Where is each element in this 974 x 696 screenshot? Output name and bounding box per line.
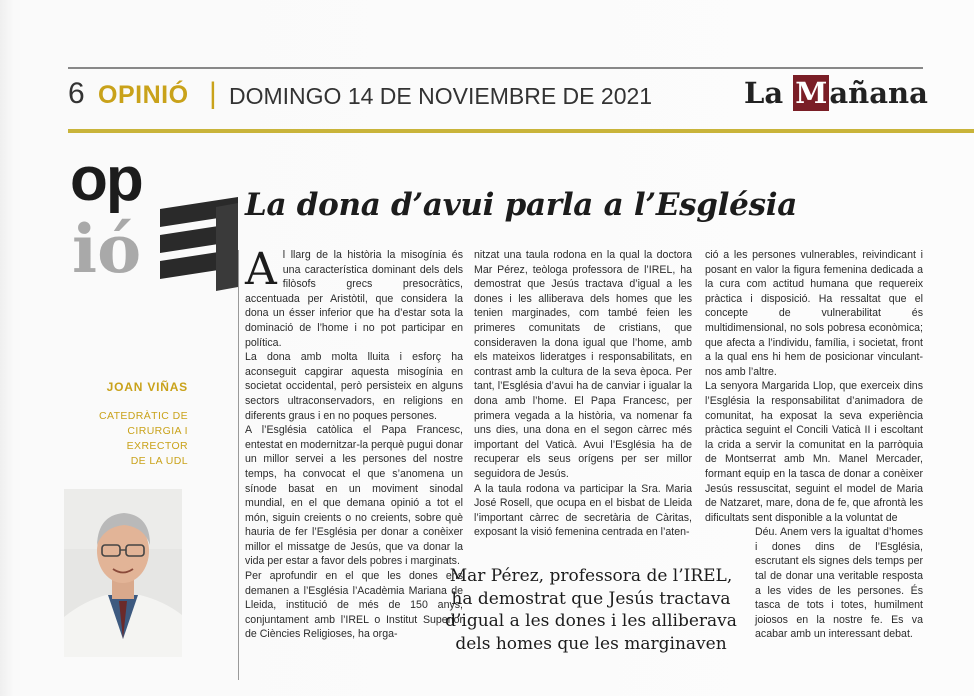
logo-bottom-text: ió [72,210,142,288]
author-role-line: CIRURGIA I EXRECTOR [126,425,188,452]
article-paragraph: ció a les persones vulnerables, reivindicant i posant en valor la figura femenina dedicada a la cura com actitud humana que requereix pràctica i disposició. Ha ressaltat que el concepte de vulnerabilitat és multidimensional, no sols pobresa econòmica; que afecta a l’individu, família, i societat, front a la qual ens hi hem de posicionar vinculant-nos amb l’altre. [705,249,923,378]
brand-boxed-letter: M [795,76,828,110]
paragraph-text: l llarg de la història la misogínia és una característica dominant dels dels filòsofs grecs presocràtics, accentuada per Aristòtil, que considera la dona un ésser inferior que ha d’estar sota la dominació de l’home i no pot participar en política. [245,249,463,349]
page-number: 6 [68,77,85,110]
pull-quote-line: ha demostrat que Jesús tractava [451,588,731,609]
brand-prefix: La [744,76,794,110]
author-name: JOAN VIÑAS [106,380,188,394]
issue-date: DOMINGO 14 DE NOVIEMBRE DE 2021 [229,83,653,109]
logo-bars-graphic [156,187,242,291]
author-role [70,409,188,469]
article-column-2 [474,248,692,540]
section-title: OPINIÓ [98,81,189,109]
masthead-bottom-rule [68,129,974,133]
masthead-top-rule [68,67,923,69]
logo-top-text: op [70,145,142,214]
article-paragraph: A la taula rodona va participar la Sra. Maria José Rosell, que ocupa en el bisbat de Lleida l’important càrrec de secretària de Càritas, exposant la visió femenina centrada en l’aten- [474,482,692,539]
opinion-logo [70,145,242,295]
author-photo [64,489,182,657]
author-role-line: DE LA UDL [130,455,188,467]
pull-quote-line: d’igual a les dones i les alliberava [445,611,737,631]
brand-suffix: añana [829,76,928,110]
section-separator: | [209,77,217,110]
article-paragraph: Per aprofundir en el que les dones ens demanen a l’Església l’Acadèmia Mariana de Lleida, institució de més de 150 anys, conjuntament amb l’IREL o Institut Superior de Ciències Religioses, ha orga- [245,570,463,641]
article-paragraph: Déu. Anem vers la igualtat d’homes i dones dins de l’Església, escrutant els signes dels temps per tal de donar una veritable resposta a les vides de les persones. És tasca de tots i totes, humilment joiosos en la nostre fe. Es va acabar amb un interessant debat. [755,526,923,641]
pull-quote-line: dels homes que les marginaven [455,633,727,654]
newspaper-logo [744,75,928,111]
column-rule [238,250,239,680]
article-paragraph: La dona amb molta lluita i esforç ha aconseguit capgirar aquesta misogínia en societat occidental, però persisteix en alguns sectors ultraconservadors, en religions en diferents graus i en no poques persones. [245,351,463,422]
author-portrait-illustration [64,489,182,657]
author-role-line: CATEDRÀTIC DE [98,410,188,422]
article-paragraph [245,244,463,350]
article-headline: La dona d’avui parla a l’Església [245,187,797,223]
drop-cap: A [245,244,277,295]
article-paragraph: A l’Església catòlica el Papa Francesc, entestat en modernitzar-la perquè pugui donar un millor servei a les persones del nostre temps, ha convocat el que s’anomena un sínode basat en un moviment sinodal mundial, en el que demana opinió a tot el món, siguin creients o no creients, sobre què hauria de fer l’Església per donar a conèixer millor el missatge de Jesús, que va donar la vida per estar a favor dels pobres i marginats. [245,424,463,568]
pull-quote-line: Mar Pérez, professora de l’IREL, [449,566,733,586]
article-paragraph: La senyora Margarida Llop, que exerceix dins l’Església la responsabilitat d’animadora de comunitat, ha exposat la seva experiència pràctica seguint el Concili Vaticà II i escoltant la crida a servir la comunitat en la parròquia de Montserrat amb Mn. Manel Mercader, formant equip en la tasca de donar a conèixer Jesús ressuscitat, seguint el model de Maria de Natzaret, mare, dona de fe, que afrontà les dificultats sent disponible a la voluntat de [705,380,923,524]
article-paragraph: nitzat una taula rodona en la qual la doctora Mar Pérez, teòloga professora de l’IREL, ha demostrat que Jesús tractava d’igual a les dones i les alliberava dels homes que les tenien marginades, com també feien les primeres comunitats de cristians, que consideraven la dona igual que l’home, amb els mateixos lideratges i responsabilitats, en contrast amb la cultura de la seva època. Per tant, l’Església d’avui ha de canviar i igualar la dona amb l’home. El Papa Francesc, per primera vegada a la història, va nomenar fa uns dies, una dona en el segon càrrec més important del Vaticà. Avui l’Església ha de recuperar els seus orígens per ser millor seguidora de Jesús. [474,249,692,480]
pull-quote [430,565,752,655]
